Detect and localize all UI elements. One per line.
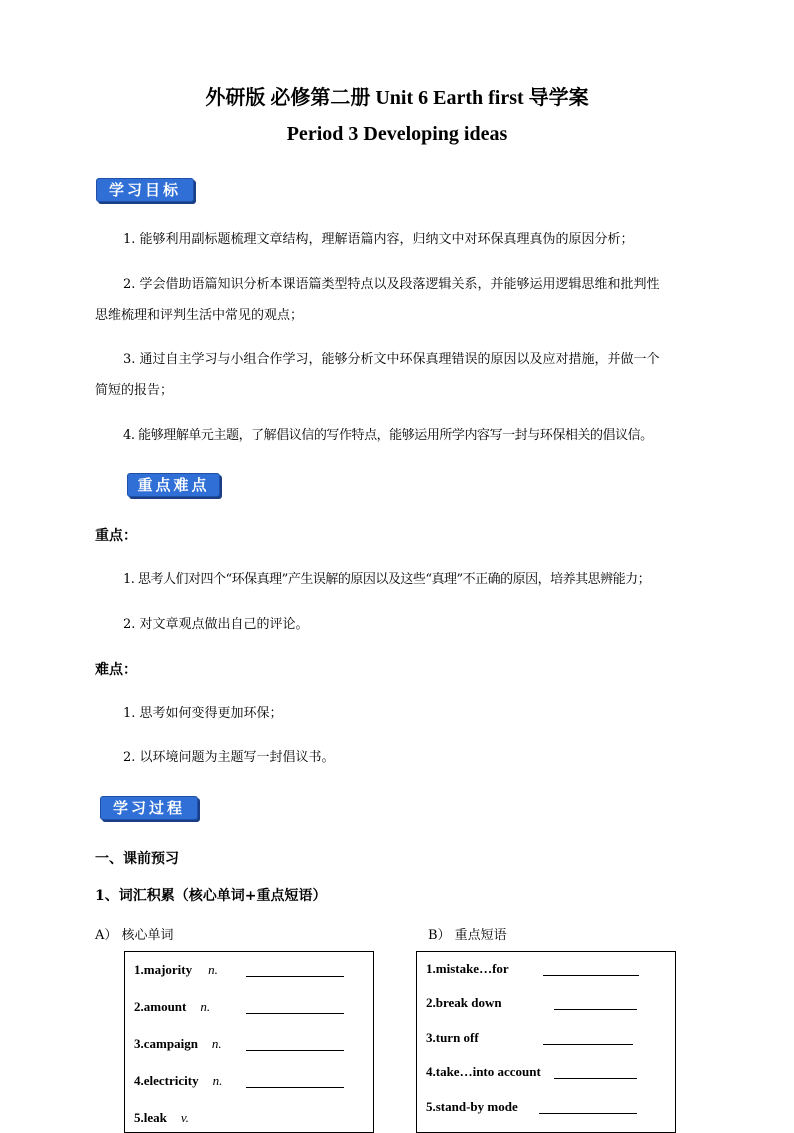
phrase-answer-blank[interactable] [543, 1044, 633, 1045]
word-answer-blank[interactable] [246, 1050, 344, 1051]
word-pos: v. [180, 1110, 189, 1125]
word-pos: n. [208, 962, 218, 977]
difficult-item-1: 1. 思考如何变得更加环保； [123, 706, 283, 721]
phrase-answer-blank[interactable] [554, 1078, 637, 1079]
objective-1: 1. 能够利用副标题梳理文章结构，理解语篇内容，归纳文中对环保真理真伪的原因分析； [123, 232, 634, 247]
word-answer-blank[interactable] [246, 976, 344, 977]
page-subtitle: Period 3 Developing ideas [286, 123, 508, 145]
word-row [134, 1110, 189, 1126]
phrase-answer-blank[interactable] [543, 975, 639, 976]
word-pos: n. [200, 999, 211, 1014]
word-term: 1.majority [134, 962, 193, 977]
objective-3-cont: 简短的报告； [95, 383, 174, 398]
key-item-1: 1. 思考人们对四个“环保真理”产生误解的原因以及这些“真理”不正确的原因，培养其思辨能力； [123, 572, 651, 587]
word-pos: n. [212, 1073, 223, 1088]
word-pos: n. [211, 1036, 222, 1051]
page-title: 外研版 必修第二册 Unit 6 Earth first 导学案 [205, 87, 589, 109]
phrase-row: 1.mistake…for [426, 961, 509, 976]
word-row [134, 1036, 222, 1052]
difficult-item-2: 2. 以环境问题为主题写一封倡议书。 [123, 750, 335, 765]
column-a-label: A） 核心单词 [95, 928, 174, 943]
word-answer-blank[interactable] [246, 1087, 344, 1088]
phrase-answer-blank[interactable] [539, 1113, 637, 1114]
key-label: 重点： [95, 528, 137, 544]
column-b-label: B） 重点短语 [428, 928, 507, 943]
key-phrases-box [416, 951, 676, 1133]
objective-2: 2. 学会借助语篇知识分析本课语篇类型特点以及段落逻辑关系，并能够运用逻辑思维和批判性 [123, 277, 660, 292]
word-term: 5.leak [134, 1110, 167, 1125]
word-term: 3.campaign [134, 1036, 198, 1051]
phrase-row: 3.turn off [426, 1030, 479, 1045]
word-row [134, 1073, 222, 1089]
objective-2-cont: 思维梳理和评判生活中常见的观点； [95, 308, 304, 323]
word-term: 2.amount [134, 999, 187, 1014]
subsection-vocab: 1、词汇积累（核心单词+重点短语） [95, 888, 327, 904]
section-preview: 一、课前预习 [95, 851, 179, 867]
objective-4: 4. 能够理解单元主题，了解倡议信的写作特点，能够运用所学内容写一封与环保相关的倡议信。 [123, 428, 653, 443]
difficult-label: 难点： [95, 662, 137, 678]
word-term: 4.electricity [134, 1073, 199, 1088]
word-answer-blank[interactable] [246, 1013, 344, 1014]
phrase-row: 2.break down [426, 995, 502, 1010]
word-row [134, 999, 210, 1015]
key-item-2: 2. 对文章观点做出自己的评论。 [123, 617, 309, 632]
key-points-badge: 重点难点 [127, 473, 220, 497]
process-badge: 学习过程 [100, 796, 198, 820]
phrase-answer-blank[interactable] [554, 1009, 637, 1010]
objective-3: 3. 通过自主学习与小组合作学习，能够分析文中环保真理错误的原因以及应对措施，并做一个 [123, 352, 660, 367]
objectives-badge: 学习目标 [96, 178, 194, 202]
core-words-box [124, 951, 374, 1133]
phrase-row: 4.take…into account [426, 1064, 541, 1079]
phrase-row: 5.stand-by mode [426, 1099, 518, 1114]
word-row [134, 962, 218, 978]
